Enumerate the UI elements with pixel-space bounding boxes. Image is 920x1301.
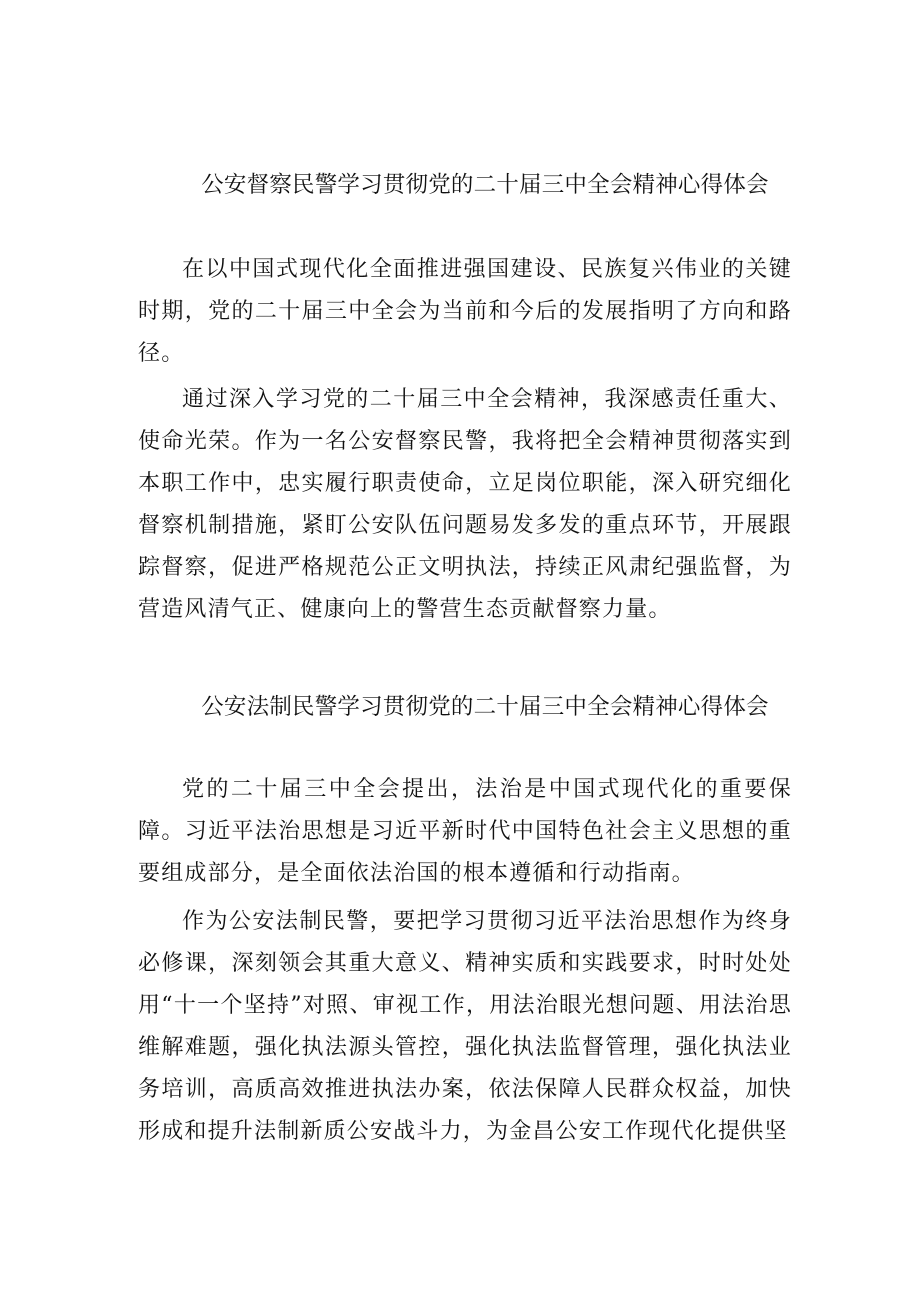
section-title-1: 公安督察民警学习贯彻党的二十届三中全会精神心得体会 (201, 172, 769, 198)
section-2-paragraph-2: 作为公安法制民警，要把学习贯彻习近平法治思想作为终身必修课，深刻领会其重大意义、精神实质和实践要求，时时处处用“十一个坚持”对照、审视工作，用法治眼光想问题、用法治思维解难题，强化执法源头管控，强化执法监督管理，强化执法业务培训，高质高效推进执法办案，依法保障人民群众权益，加快形成和提升法制新质公安战斗力，为金昌公安工作现代化提供坚 (138, 909, 792, 1144)
section-1-paragraph-2: 通过深入学习党的二十届三中全会精神，我深感责任重大、使命光荣。作为一名公安督察民警，我将把全会精神贯彻落实到本职工作中，忠实履行职责使命，立足岗位职能，深入研究细化督察机制措施，紧盯公安队伍问题易发多发的重点环节，开展跟踪督察，促进严格规范公正文明执法，持续正风肃纪强监督，为营造风清气正、健康向上的警营生态贡献督察力量。 (138, 387, 792, 622)
section-title-2: 公安法制民警学习贯彻党的二十届三中全会精神心得体会 (201, 694, 769, 720)
section-2-paragraph-1: 党的二十届三中全会提出，法治是中国式现代化的重要保障。习近平法治思想是习近平新时代中国特色社会主义思想的重要组成部分，是全面依法治国的根本遵循和行动指南。 (138, 777, 792, 886)
section-1-paragraph-1: 在以中国式现代化全面推进强国建设、民族复兴伟业的关键时期，党的二十届三中全会为当前和今后的发展指明了方向和路径。 (138, 257, 792, 366)
